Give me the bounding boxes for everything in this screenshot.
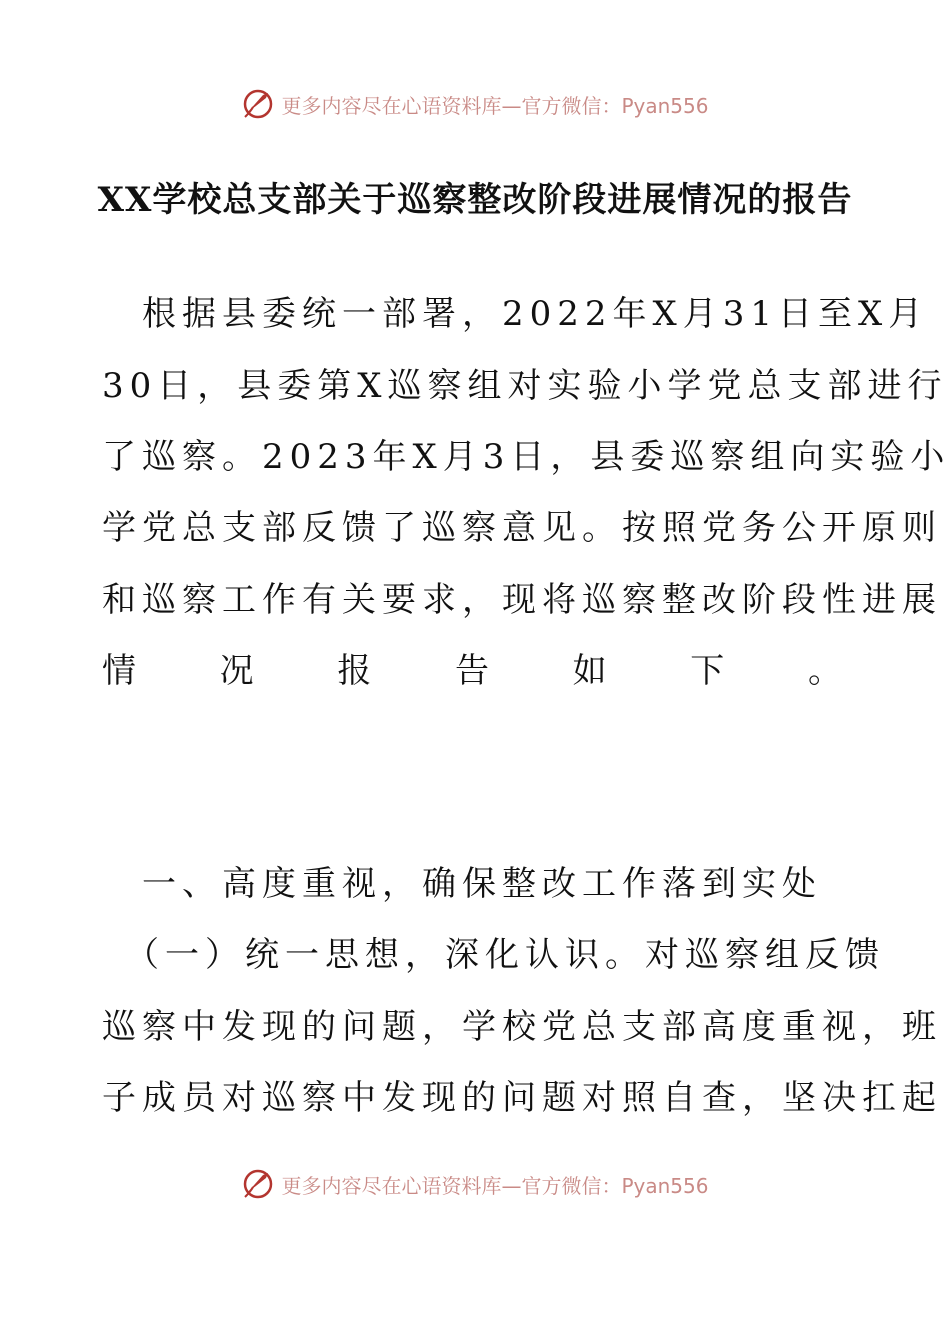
intro-last-char: 。 [807,651,848,691]
watermark-banner-bottom [0,1162,950,1206]
intro-last-char: 如 [572,651,613,691]
brush-logo-icon [241,1167,275,1201]
brush-logo-icon [241,87,275,121]
section-heading: 一、高度重视，确保整改工作落到实处 [102,864,822,904]
watermark-text: 更多内容尽在心语资料库—官方微信：Pyan556 [281,93,709,118]
intro-line: 根据县委统一部署，2022年X月31日至X月 [102,294,929,334]
intro-line: 和巡察工作有关要求，现将巡察整改阶段性进展 [102,580,942,620]
intro-line: 了巡察。2023年X月3日，县委巡察组向实验小 [102,437,950,477]
watermark-text: 更多内容尽在心语资料库—官方微信：Pyan556 [281,1173,709,1198]
intro-last-line [102,643,848,692]
section-line: 子成员对巡察中发现的问题对照自查，坚决扛起 [102,1078,942,1118]
intro-last-char: 报 [337,651,378,691]
intro-line: 30日，县委第X巡察组对实验小学党总支部进行 [102,366,948,406]
intro-last-char: 下 [690,651,731,691]
intro-last-char: 况 [219,651,260,691]
watermark-banner-top [0,82,950,126]
intro-last-char: 告 [454,651,495,691]
intro-last-char: 情 [102,651,142,691]
section-line: 巡察中发现的问题，学校党总支部高度重视，班 [102,1007,942,1047]
section-line: （一）统一思想，深化认识。对巡察组反馈 [102,935,885,975]
intro-line: 学党总支部反馈了巡察意见。按照党务公开原则 [102,508,942,548]
document-title: XX学校总支部关于巡察整改阶段进展情况的报告 [97,180,853,220]
